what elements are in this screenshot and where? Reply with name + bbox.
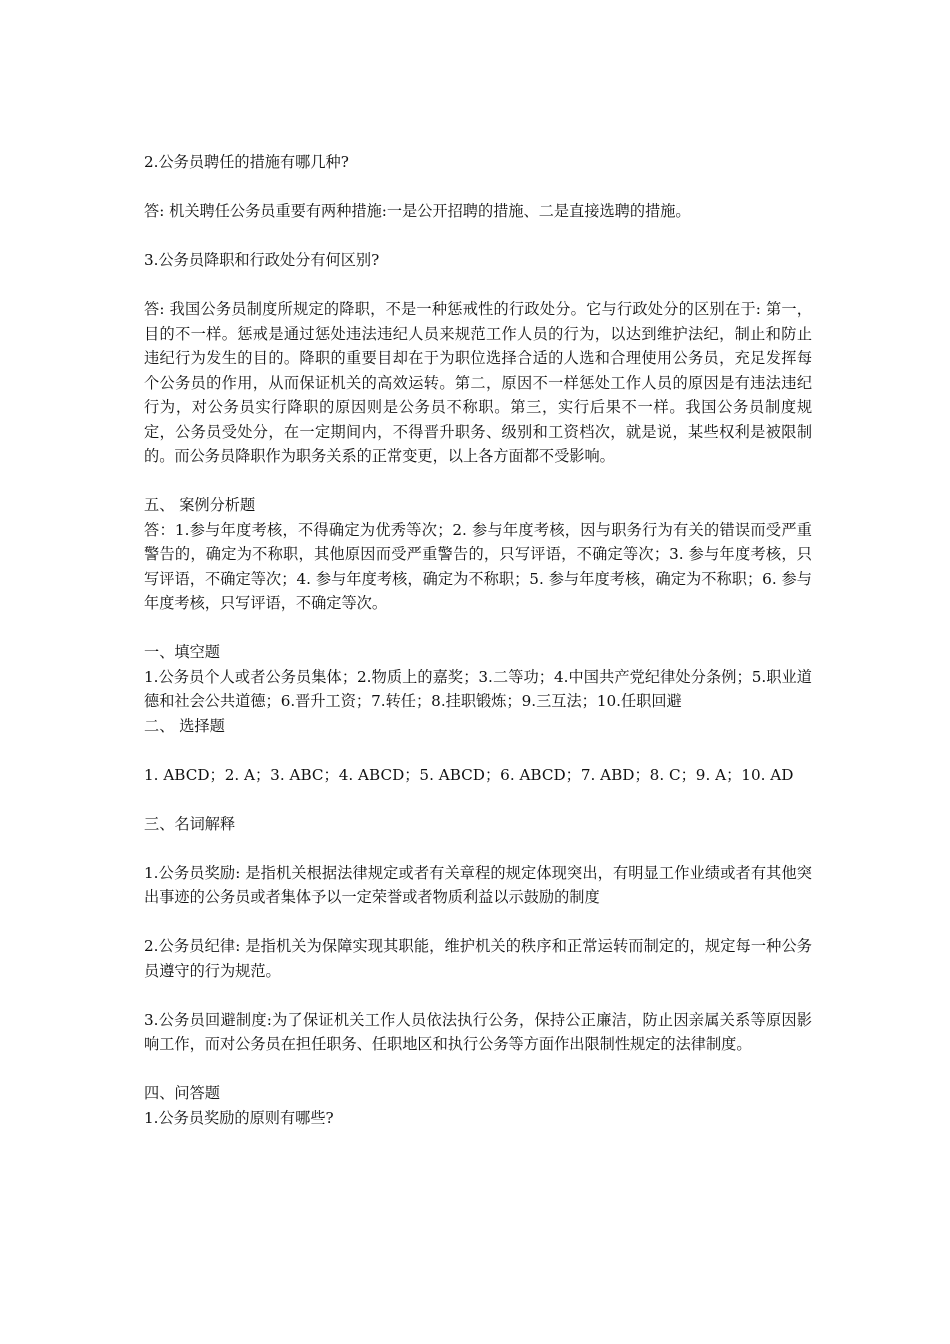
spacer (144, 1057, 812, 1082)
term-3: 3.公务员回避制度:为了保证机关工作人员依法执行公务，保持公正廉洁，防止因亲属关系等原因影响工作，而对公务员在担任职务、任职地区和执行公务等方面作出限制性规定的法律制度。 (144, 1010, 812, 1053)
spacer (144, 273, 812, 298)
document-page (144, 150, 812, 1130)
question-2-answer: 答: 机关聘任公务员重要有两种措施:一是公开招聘的措施、二是直接选聘的措施。 (144, 202, 691, 220)
section-2-answer: 1. ABCD；2. A；3. ABC；4. ABCD；5. ABCD；6. ABCD；7. ABD；8. C；9. A；10. AD (144, 765, 794, 784)
section-5-answer: 答：1.参与年度考核，不得确定为优秀等次；2. 参与年度考核，因与职务行为有关的错误而受严重警告的，确定为不称职，其他原因而受严重警告的，只写评语，不确定等次；3. 参与年度考核，只写评语，不确定等次；4. 参与年度考核，确定为不称职；5. 参与年度考核，确定为不称职；6. 参与年度考核，只写评语，不确定等次。 (144, 520, 812, 612)
spacer (144, 469, 812, 494)
spacer (144, 983, 812, 1008)
spacer (144, 738, 812, 763)
section-3-heading: 三、名词解释 (144, 814, 236, 833)
question-2-title: 2.公务员聘任的措施有哪几种? (144, 153, 349, 171)
section-1-answer: 1.公务员个人或者公务员集体；2.物质上的嘉奖；3.二等功；4.中国共产党纪律处分条例；5.职业道德和社会公共道德；6.晋升工资；7.转任；8.挂职锻炼；9.三互法；10.任职回避 (144, 667, 812, 710)
question-3-answer: 答: 我国公务员制度所规定的降职，不是一种惩戒性的行政处分。它与行政处分的区别在于: 第一，目的不一样。惩戒是通过惩处违法违纪人员来规范工作人员的行为，以达到维护法纪，制止和防止违纪行为发生的目的。降职的重要目却在于为职位选择合适的人选和合理使用公务员，充足发挥每个公务员的作用，从而保证机关的高效运转。第二，原因不一样惩处工作人员的原因是有违法违纪行为，对公务员实行降职的原因则是公务员不称职。第三，实行后果不一样。我国公务员制度规定，公务员受处分，在一定期间内，不得晋升职务、级别和工资档次，就是说，某些权利是被限制的。而公务员降职作为职务关系的正常变更，以上各方面都不受影响。 (144, 300, 812, 465)
section-1-heading: 一、填空题 (144, 643, 220, 661)
spacer (144, 224, 812, 249)
spacer (144, 787, 812, 812)
term-2: 2.公务员纪律: 是指机关为保障实现其职能，维护机关的秩序和正常运转而制定的，规定每一种公务员遵守的行为规范。 (144, 937, 812, 980)
question-3-title: 3.公务员降职和行政处分有何区别? (144, 251, 380, 269)
section-2-heading: 二、 选择题 (144, 716, 225, 735)
term-1: 1.公务员奖励: 是指机关根据法律规定或者有关章程的规定体现突出，有明显工作业绩或者有其他突出事迹的公务员或者集体予以一定荣誉或者物质利益以示鼓励的制度 (144, 863, 812, 906)
spacer (144, 616, 812, 641)
spacer (144, 910, 812, 935)
section-5-heading: 五、 案例分析题 (144, 496, 256, 514)
section-4-question-1: 1.公务员奖励的原则有哪些? (144, 1108, 334, 1127)
spacer (144, 175, 812, 200)
spacer (144, 836, 812, 861)
section-4-heading: 四、问答题 (144, 1084, 220, 1102)
